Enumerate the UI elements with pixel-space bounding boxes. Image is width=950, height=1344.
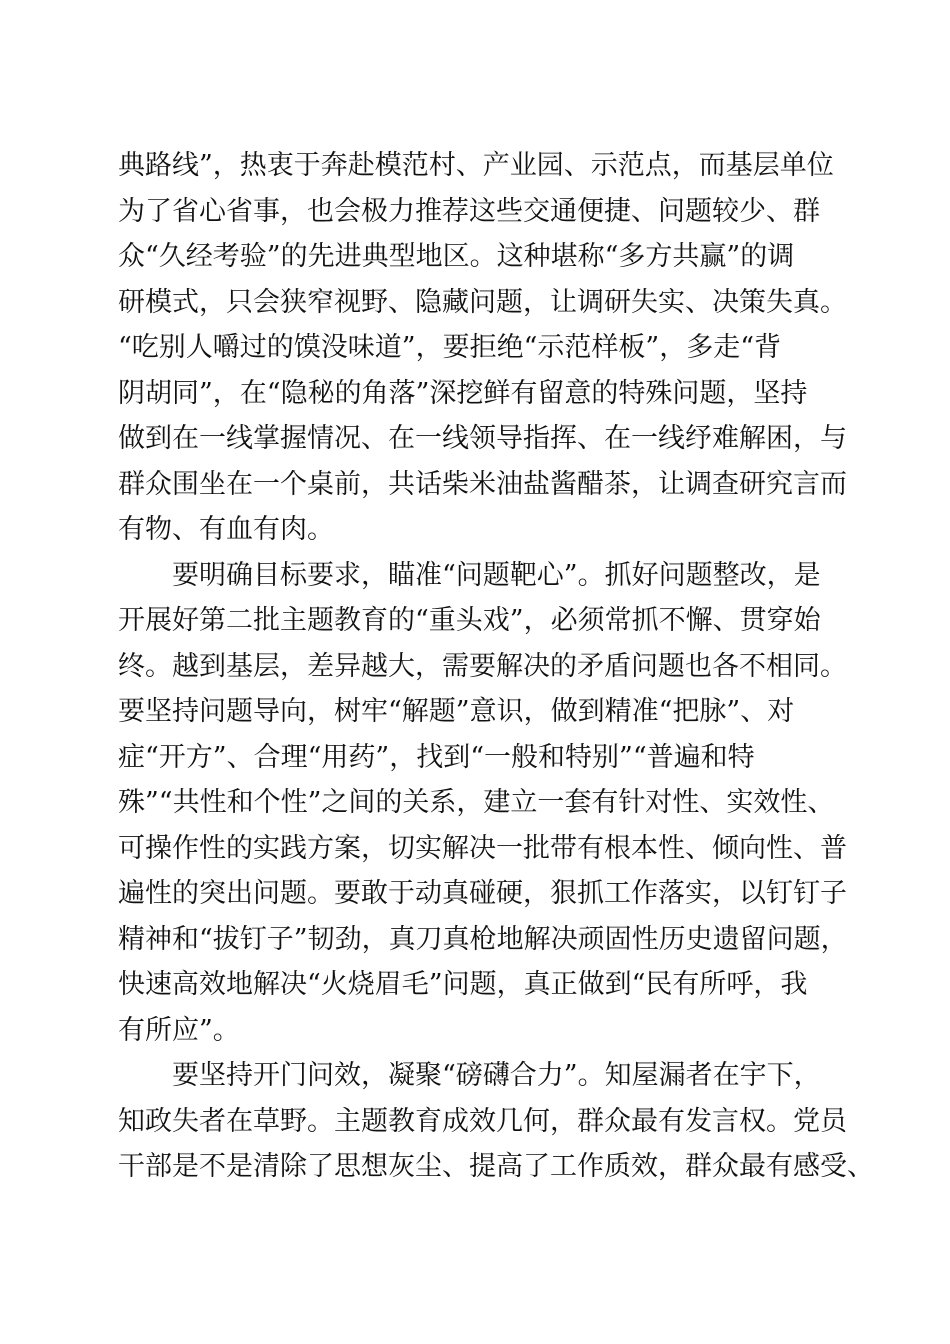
- text-line: 有物、有血有肉。: [118, 514, 334, 545]
- text-line: 干部是不是清除了思想灰尘、提高了工作质效，群众最有感受、: [118, 1151, 874, 1182]
- text-line: 终。越到基层，差异越大，需要解决的矛盾问题也各不相同。: [118, 650, 847, 682]
- text-line: 知政失者在草野。主题教育成效几何，群众最有发言权。党员: [118, 1105, 847, 1137]
- text-line: 众“久经考验”的先进典型地区。这种堪称“多方共赢”的调: [118, 241, 795, 272]
- text-line: 要坚持问题导向，树牢“解题”意识，做到精准“把脉”、对: [118, 696, 795, 727]
- text-line: 可操作性的实践方案，切实解决一批带有根本性、倾向性、普: [118, 832, 847, 864]
- text-line: 研模式，只会狭窄视野、隐藏问题，让调研失实、决策失真。: [118, 286, 847, 318]
- text-line: “吃别人嚼过的馍没味道”，要拒绝“示范样板”，多走“背: [118, 332, 782, 363]
- text-line: 精神和“拔钉子”韧劲，真刀真枪地解决顽固性历史遗留问题，: [118, 923, 848, 955]
- paragraph-start-line: 要明确目标要求，瞄准“问题靶心”。抓好问题整改，是: [172, 559, 821, 591]
- paragraph-start-line: 要坚持开门问效，凝聚“磅礴合力”。知屋漏者在宇下，: [172, 1060, 821, 1091]
- text-line: 阴胡同”，在“隐秘的角落”深挖鲜有留意的特殊问题，坚持: [118, 377, 808, 409]
- text-line: 典路线”，热衷于奔赴模范村、产业园、示范点，而基层单位: [118, 150, 834, 181]
- text-line: 为了省心省事，也会极力推荐这些交通便捷、问题较少、群: [118, 195, 820, 227]
- text-line: 群众围坐在一个桌前，共话柴米油盐酱醋茶，让调查研究言而: [118, 468, 847, 500]
- text-line: 遍性的突出问题。要敢于动真碰硬，狠抓工作落实，以钉钉子: [118, 878, 847, 909]
- text-line: 殊”“共性和个性”之间的关系，建立一套有针对性、实效性、: [118, 787, 835, 818]
- text-line: 快速高效地解决“火烧眉毛”问题，真正做到“民有所呼，我: [118, 969, 808, 1000]
- text-line: 有所应”。: [118, 1014, 240, 1046]
- body-text: [118, 143, 874, 1190]
- text-line: 症“开方”、合理“用药”，找到“一般和特别”“普遍和特: [118, 741, 755, 773]
- text-line: 做到在一线掌握情况、在一线领导指挥、在一线纾难解困，与: [118, 423, 847, 454]
- text-line: 开展好第二批主题教育的“重头戏”，必须常抓不懈、贯穿始: [118, 605, 821, 636]
